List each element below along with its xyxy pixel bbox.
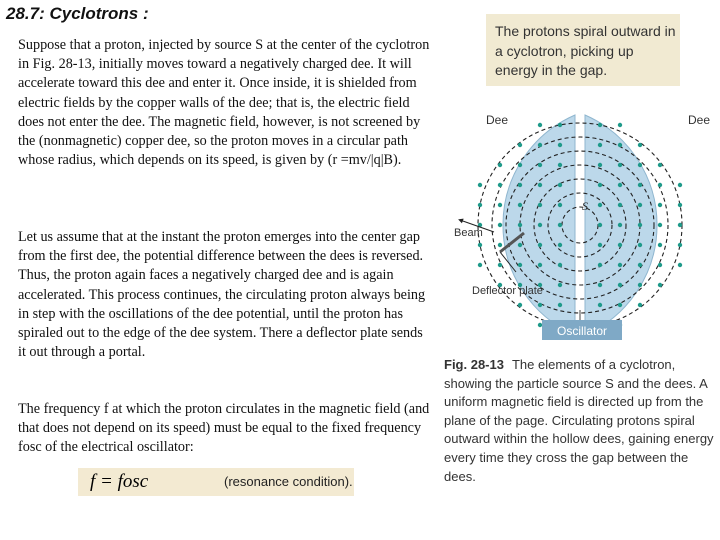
- field-dot: [598, 143, 602, 147]
- figure-caption-text: The elements of a cyclotron, showing the particle source S and the dees. A uniform magnetic field is directed up from the plane of the page. Circulating protons spiral outward within the hollow dees, gaining energy every time they cross the gap between the dees.: [444, 357, 714, 484]
- field-dot: [558, 243, 562, 247]
- field-dot: [538, 243, 542, 247]
- field-dot: [558, 263, 562, 267]
- cyclotron-diagram: [440, 90, 720, 346]
- field-dot: [498, 223, 502, 227]
- dees: [503, 115, 657, 335]
- field-dot: [518, 263, 522, 267]
- field-dot: [678, 183, 682, 187]
- field-dot: [498, 243, 502, 247]
- beam-label: Beam: [454, 227, 483, 239]
- field-dot: [598, 303, 602, 307]
- field-dot: [478, 243, 482, 247]
- field-dot: [558, 183, 562, 187]
- equation-note: (resonance condition).: [224, 474, 353, 489]
- field-dot: [558, 283, 562, 287]
- field-dot: [498, 163, 502, 167]
- field-dot: [558, 163, 562, 167]
- field-dot: [658, 163, 662, 167]
- field-dot: [498, 183, 502, 187]
- field-dot: [658, 203, 662, 207]
- field-dot: [678, 203, 682, 207]
- field-dot: [658, 183, 662, 187]
- figure-number: Fig. 28-13: [444, 357, 504, 372]
- field-dot: [618, 203, 622, 207]
- dee-left-label: Dee: [486, 113, 509, 127]
- field-dot: [558, 223, 562, 227]
- field-dot: [638, 223, 642, 227]
- resonance-equation: [78, 468, 354, 496]
- field-dot: [478, 183, 482, 187]
- field-dot: [618, 143, 622, 147]
- field-dot: [598, 243, 602, 247]
- field-dot: [518, 303, 522, 307]
- oscillator-label: Oscillator: [556, 324, 608, 338]
- equation-lhs: f = fosc: [90, 471, 149, 492]
- field-dot: [538, 203, 542, 207]
- field-dot: [558, 123, 562, 127]
- field-dot: [638, 303, 642, 307]
- field-dot: [678, 263, 682, 267]
- field-dot: [538, 323, 542, 327]
- field-dot: [498, 203, 502, 207]
- field-dot: [598, 183, 602, 187]
- field-dot: [618, 283, 622, 287]
- field-dot: [518, 163, 522, 167]
- section-title: 28.7: Cyclotrons :: [6, 4, 149, 23]
- field-dot: [518, 243, 522, 247]
- field-dot: [658, 263, 662, 267]
- paragraph-text: Suppose that a proton, injected by source S at the center of the cyclotron in Fig. 28-13, initially moves toward a negatively charged dee. It will accelerate toward this dee and enter it. Once inside, it is shielded from electric fields by the copper walls of the dee; that is, the electric field does not enter the dee. The magnetic field, however, is not screened by the (nonmagnetic) copper dee, so the proton moves in a circular path whose radius, which depends on its speed, is given by (r =mv/|q|B).: [18, 37, 430, 169]
- field-dot: [618, 183, 622, 187]
- field-dot: [638, 183, 642, 187]
- paragraph-frequency: [18, 400, 433, 458]
- field-dot: [678, 223, 682, 227]
- field-dot: [598, 263, 602, 267]
- field-dot: [598, 163, 602, 167]
- field-dot: [558, 203, 562, 207]
- field-dot: [478, 263, 482, 267]
- field-dot: [538, 143, 542, 147]
- field-dot: [678, 243, 682, 247]
- field-dot: [658, 283, 662, 287]
- field-dot: [638, 283, 642, 287]
- field-dot: [518, 143, 522, 147]
- field-dot: [538, 183, 542, 187]
- field-dot: [638, 163, 642, 167]
- field-dot: [538, 303, 542, 307]
- field-dot: [638, 263, 642, 267]
- paragraph-text: Let us assume that at the instant the proton emerges into the center gap from the first dee, the potential difference between the dees is reversed. Thus, the proton again faces a negatively charged dee and is again accelerated. This process continues, the circulating proton always being in step with the oscillations of the dee potential, until the proton has spiraled out to the edge of the dee system. There a deflector plate sends it out through a portal.: [18, 229, 426, 361]
- field-dot: [538, 263, 542, 267]
- field-dot: [658, 243, 662, 247]
- field-dot: [618, 303, 622, 307]
- field-dot: [538, 123, 542, 127]
- field-dot: [478, 203, 482, 207]
- field-dot: [518, 223, 522, 227]
- field-dot: [618, 123, 622, 127]
- field-dot: [518, 203, 522, 207]
- field-dot: [558, 143, 562, 147]
- field-dot: [618, 243, 622, 247]
- field-dot: [598, 283, 602, 287]
- paragraph-source: [18, 36, 433, 170]
- paragraph-acceleration: [18, 228, 433, 362]
- paragraph-text: The frequency f at which the proton circulates in the magnetic field (and that does not depend on its speed) must be equal to the fixed frequency fosc of the electrical oscillator:: [18, 401, 430, 456]
- field-dot: [518, 183, 522, 187]
- field-dot: [598, 123, 602, 127]
- dee-right-label: Dee: [688, 113, 711, 127]
- field-dot: [598, 203, 602, 207]
- field-dot: [638, 243, 642, 247]
- field-dot: [618, 263, 622, 267]
- field-dot: [598, 223, 602, 227]
- field-dot: [618, 223, 622, 227]
- source-label: S: [582, 199, 588, 213]
- field-dot: [538, 223, 542, 227]
- deflector-label: Deflector plate: [472, 285, 543, 297]
- figure-caption: [444, 356, 716, 486]
- field-dot: [538, 163, 542, 167]
- field-dot: [638, 203, 642, 207]
- field-dot: [498, 263, 502, 267]
- field-dot: [658, 223, 662, 227]
- field-dot: [558, 303, 562, 307]
- field-dot: [638, 143, 642, 147]
- figure-inset-caption: The protons spiral outward in a cyclotron, picking up energy in the gap.: [486, 14, 680, 86]
- field-dot: [618, 163, 622, 167]
